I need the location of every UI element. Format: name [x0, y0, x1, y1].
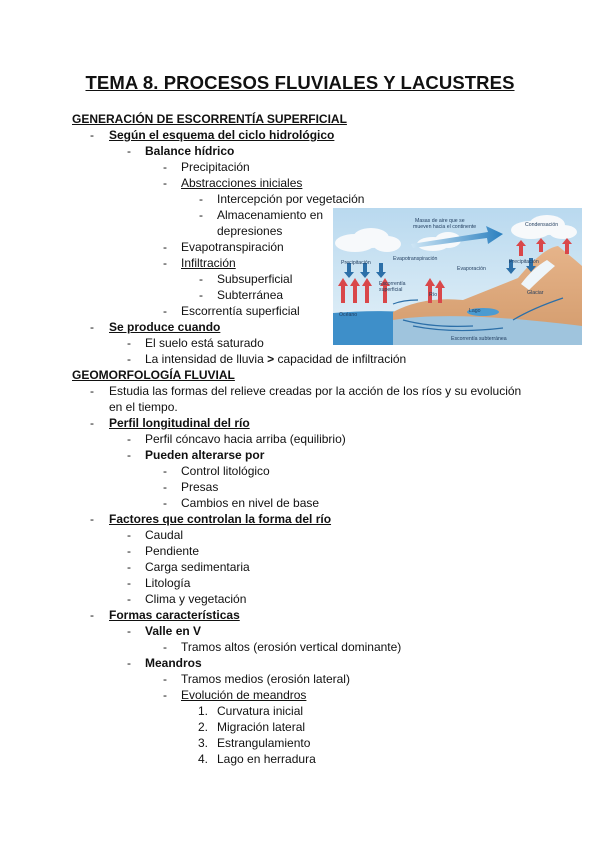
subheading-formas: Formas características — [109, 608, 240, 622]
dash-bullet: - — [163, 304, 167, 318]
list-item: Abstracciones iniciales — [181, 176, 303, 190]
diagram-label: Escorrentía — [379, 281, 406, 287]
subheading-produce: Se produce cuando — [109, 320, 221, 334]
dash-bullet: - — [163, 240, 167, 254]
dash-bullet: - — [90, 384, 94, 398]
dash-bullet: - — [90, 320, 94, 334]
subheading-meandros: Meandros — [145, 656, 202, 670]
dash-bullet: - — [127, 352, 131, 366]
diagram-label: Precipitación — [341, 260, 371, 266]
dash-bullet: - — [163, 464, 167, 478]
subheading-pueden: Pueden alterarse por — [145, 448, 265, 462]
numbered-item: Curvatura inicial — [217, 704, 304, 718]
list-item: Perfil cóncavo hacia arriba (equilibrio) — [145, 432, 346, 446]
list-item: depresiones — [217, 224, 283, 238]
dash-bullet: - — [127, 144, 131, 158]
diagram-label: Río — [429, 292, 438, 298]
list-item: Clima y vegetación — [145, 592, 247, 606]
diagram-label: Masas de aire que se — [415, 218, 465, 224]
diagram-label: superficial — [379, 287, 403, 293]
numbered-item: Lago en herradura — [217, 752, 316, 766]
hydrologic-cycle-diagram — [333, 208, 582, 345]
numbered-item-number: 3. — [198, 736, 209, 750]
list-item: Tramos medios (erosión lateral) — [181, 672, 350, 686]
list-item: Presas — [181, 480, 219, 494]
greater-than-symbol: > — [267, 352, 275, 366]
dash-bullet: - — [90, 608, 94, 622]
list-item: Pendiente — [145, 544, 200, 558]
list-item: Evolución de meandros — [181, 688, 307, 702]
list-item: Subsuperficial — [217, 272, 293, 286]
diagram-label: Glaciar — [527, 290, 544, 296]
numbered-item-number: 1. — [198, 704, 209, 718]
list-item: Escorrentía superficial — [181, 304, 300, 318]
dash-bullet: - — [90, 128, 94, 142]
dash-bullet: - — [163, 672, 167, 686]
dash-bullet: - — [90, 416, 94, 430]
dash-bullet: - — [127, 592, 131, 606]
dash-bullet: - — [127, 544, 131, 558]
dash-bullet: - — [199, 288, 203, 302]
subheading-balance: Balance hídrico — [145, 144, 235, 158]
dash-bullet: - — [127, 448, 131, 462]
subheading-valle: Valle en V — [145, 624, 202, 638]
list-item: Subterránea — [217, 288, 284, 302]
text-part: capacidad de infiltración — [277, 352, 407, 366]
dash-bullet: - — [163, 688, 167, 702]
subheading-factores: Factores que controlan la forma del río — [109, 512, 332, 526]
list-item: Intercepción por vegetación — [217, 192, 365, 206]
paragraph-line: en el tiempo. — [109, 400, 178, 414]
section-heading-escorrentia: GENERACIÓN DE ESCORRENTÍA SUPERFICIAL — [72, 112, 347, 126]
numbered-item-number: 2. — [198, 720, 209, 734]
diagram-label: Océano — [339, 312, 358, 318]
diagram-label: Evapotranspiración — [393, 256, 438, 262]
diagram-label: Evaporación — [457, 266, 486, 272]
list-item: Litología — [145, 576, 191, 590]
list-item: Almacenamiento en — [217, 208, 324, 222]
subheading-esquema: Según el esquema del ciclo hidrológico — [109, 128, 335, 142]
list-item: Precipitación — [181, 160, 250, 174]
list-item: Caudal — [145, 528, 184, 542]
dash-bullet: - — [163, 496, 167, 510]
numbered-item-number: 4. — [198, 752, 209, 766]
list-item: El suelo está saturado — [145, 336, 264, 350]
diagram-label: Precipitación — [509, 259, 539, 265]
list-item: Carga sedimentaria — [145, 560, 250, 574]
paragraph-line: Estudia las formas del relieve creadas por la acción de los ríos y su evolución — [109, 384, 522, 398]
dash-bullet: - — [163, 640, 167, 654]
subheading-perfil: Perfil longitudinal del río — [109, 416, 250, 430]
dash-bullet: - — [127, 560, 131, 574]
list-item: Infiltración — [181, 256, 236, 270]
text-part: La intensidad de lluvia — [145, 352, 268, 366]
dash-bullet: - — [199, 272, 203, 286]
diagram-label: Condensación — [525, 222, 559, 228]
dash-bullet: - — [199, 208, 203, 222]
dash-bullet: - — [163, 480, 167, 494]
dash-bullet: - — [163, 160, 167, 174]
dash-bullet: - — [163, 256, 167, 270]
list-item: Control litológico — [181, 464, 270, 478]
dash-bullet: - — [127, 528, 131, 542]
diagram-label: Escorrentía subterránea — [451, 336, 507, 342]
numbered-item: Migración lateral — [217, 720, 306, 734]
dash-bullet: - — [127, 432, 131, 446]
diagram-label: mueven hacia el continente — [413, 224, 477, 230]
list-item: Cambios en nivel de base — [181, 496, 320, 510]
numbered-item: Estrangulamiento — [217, 736, 311, 750]
dash-bullet: - — [90, 512, 94, 526]
dash-bullet: - — [163, 176, 167, 190]
dash-bullet: - — [127, 576, 131, 590]
list-item: Evapotranspiración — [181, 240, 284, 254]
page-title: TEMA 8. PROCESOS FLUVIALES Y LACUSTRES — [85, 72, 515, 93]
diagram-label: Lago — [469, 308, 481, 314]
section-heading-geomorfologia: GEOMORFOLOGÍA FLUVIAL — [72, 368, 235, 382]
dash-bullet: - — [127, 656, 131, 670]
list-item — [145, 352, 406, 368]
dash-bullet: - — [127, 336, 131, 350]
list-item: Tramos altos (erosión vertical dominante) — [181, 640, 402, 654]
dash-bullet: - — [199, 192, 203, 206]
dash-bullet: - — [127, 624, 131, 638]
